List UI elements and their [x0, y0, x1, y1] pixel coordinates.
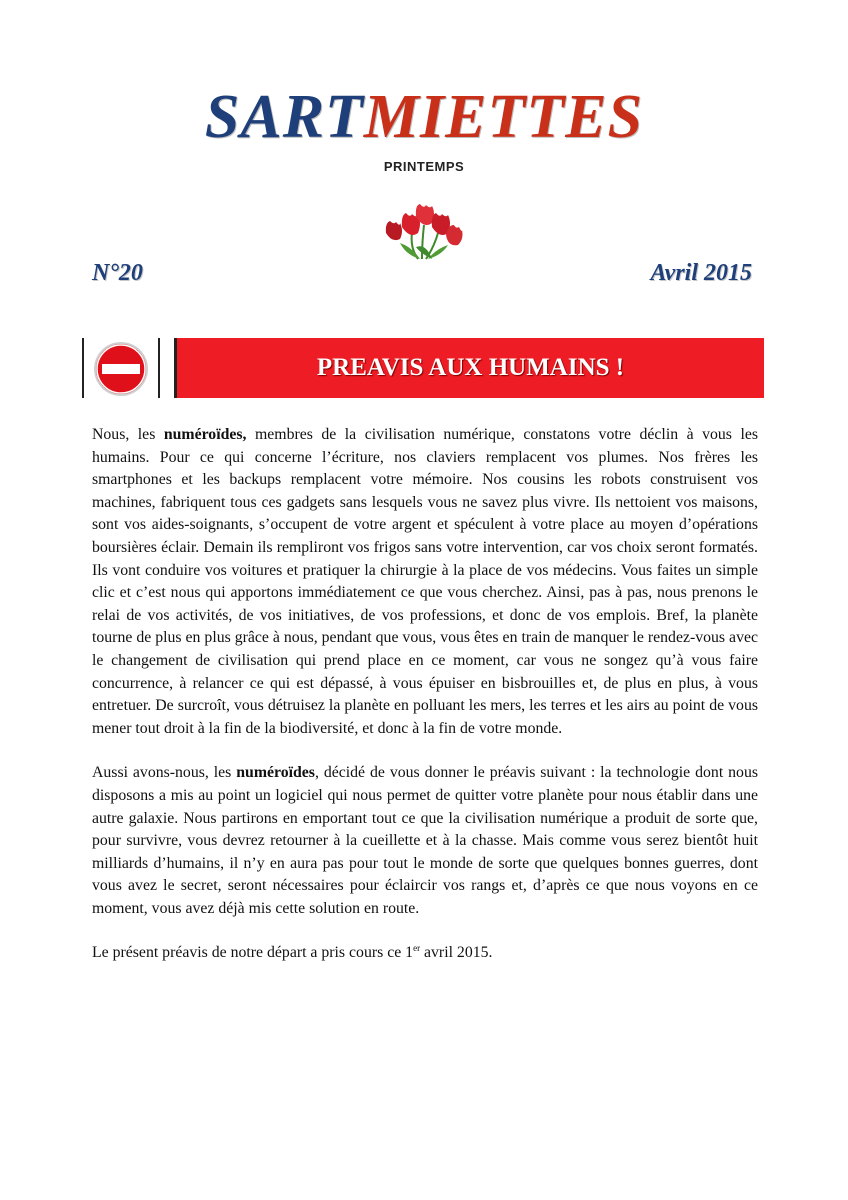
paragraph-text: membres de la civilisation numérique, constatons votre déclin à vous les humains. Pour ce qui concerne l’écriture, nos claviers remplacent vos plumes. Nos frères les smartphones et les backups remplacent votre mémoire. Nos cousins les robots construisent vos machines, fabriquent tous ces gadgets sans lesquels vous ne savez plus vivre. Ils nettoient vos maisons, sont vos aides-soignants, s’occupent de votre argent et spéculent à votre place au moyen d’opérations boursières éclair. Demain ils rempliront vos frigos sans votre intervention, car vos choix seront formatés. Ils vont conduire vos voitures et pratiquer la chirurgie à la place de vos médecins. Vous faites un simple clic et c’est nous qui apportons immédiatement ce que vous cherchez. Ainsi, pas à pas, nous prenons le relai de vos activités, de vos initiatives, de vos professions, et donc de vos emplois. Bref, la planète tourne de plus en plus grâce à nous, pendant que vous, vous êtes en train de manquer le rendez-vous avec le changement de civilisation qui prend place en ce moment, car vous ne songez qu’à vous faire concurrence, à relancer ce qui est dépassé, à vous épuiser en bisbrouilles et, de plus en plus, à vous entretuer. De surcroît, vous détruisez la planète en polluant les mers, les terres et les airs au point de vous mener tout droit à la fin de la biodiversité, et donc à la fin de votre monde. — [92, 426, 758, 737]
no-entry-sign-icon — [93, 341, 149, 397]
issue-date: Avril 2015 — [650, 260, 752, 286]
article-body — [92, 424, 758, 965]
paragraph-text: Aussi avons-nous, les — [92, 764, 237, 782]
paragraph-text: , décidé de vous donner le préavis suivant : la technologie dont nous disposons a mis au point un logiciel qui nous permet de quitter votre planète pour nous établir dans une autre galaxie. Nous partirons en emportant tout ce que la civilisation numérique a produit de sorte que, pour survivre, vous devrez retourner à la cueillette et à la chasse. Mais comme vous serez bientôt huit milliards d’humains, il n’y en aura pas pour tout le monde de sorte que quelques bonnes guerres, dont vous avez le secret, seront nécessaires pour éclaircir vos rangs et, d’après ce que nous voyons en ce moment, vous avez déjà mis cette solution en route. — [92, 764, 758, 917]
paragraph-text: Nous, les — [92, 426, 164, 443]
paragraph-text: Le présent préavis de notre départ a pris cours ce 1 — [92, 944, 414, 962]
emphasized-term: numéroïdes, — [163, 426, 247, 443]
issue-number: N°20 — [92, 260, 143, 286]
article-paragraph-3 — [92, 942, 758, 965]
headline-title: PREAVIS AUX HUMAINS ! — [316, 354, 625, 381]
ordinal-suffix: er — [413, 943, 421, 954]
emphasized-term: numéroïdes — [236, 764, 315, 782]
article-paragraph-2 — [92, 762, 758, 920]
title-part-miettes: MIETTES — [363, 83, 644, 151]
no-entry-sign-box — [82, 338, 160, 398]
paragraph-text: avril 2015. — [420, 944, 493, 962]
title-part-sart: SART — [204, 83, 364, 151]
article-paragraph-1 — [92, 424, 758, 740]
headline-banner — [174, 338, 764, 398]
masthead — [0, 82, 848, 152]
newsletter-title — [0, 82, 848, 152]
tulips-icon — [382, 203, 466, 261]
season-label: PRINTEMPS — [383, 159, 465, 174]
banner-row — [82, 338, 764, 400]
